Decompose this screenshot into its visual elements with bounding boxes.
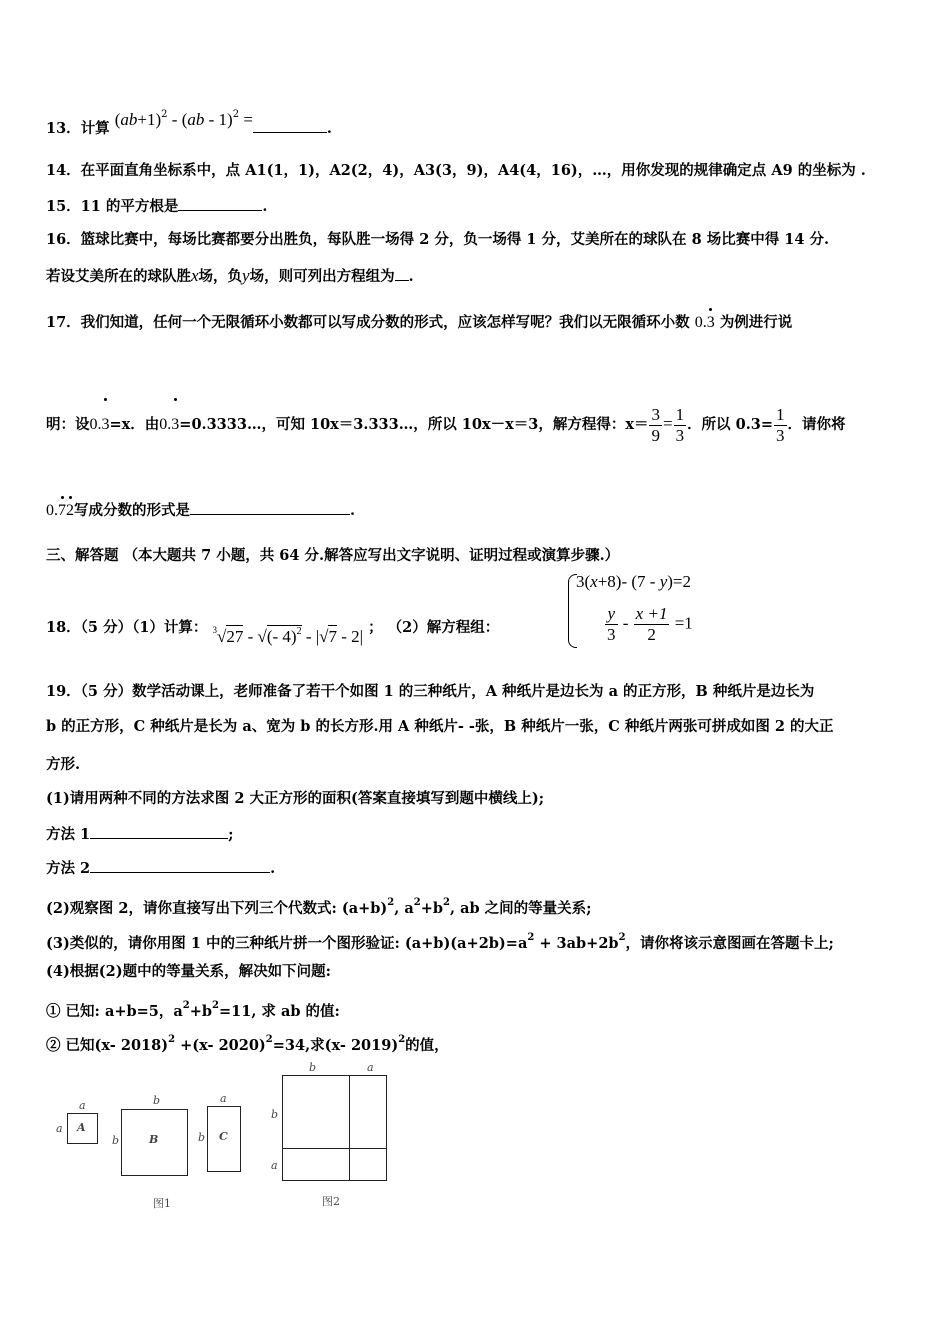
question-17-line3: 0.72写成分数的形式是 . [46, 502, 356, 519]
q19-part1: (1)请用两种不同的方法求图 2 大正方形的面积(答案直接填写到题中横线上); [46, 790, 545, 807]
question-14: 14．在平面直角坐标系中，点 A1(1，1)，A2(2，4)，A3(3，9)，A4(4，16)，…，用你发现的规律确定点 A9 的坐标为 . [46, 162, 866, 179]
q19-method1: 方法 1 ; [46, 826, 234, 843]
question-13: 13．计算 $(ab+1)^2 - (ab - 1)^2$ = . [46, 109, 332, 137]
answer-blank [190, 500, 350, 515]
question-16-line1: 16．篮球比赛中，每场比赛都要分出胜负，每队胜一场得 2 分，负一场得 1 分，艾美所在的球队在 8 场比赛中得 14 分. [46, 231, 830, 248]
question-15: 15．11 的平方根是 . [46, 198, 268, 215]
q13-expression: $(ab+1)^2 - (ab - 1)^2$ = [114, 109, 253, 129]
question-17-line1: 17．我们知道，任何一个无限循环小数都可以写成分数的形式，应该怎样写呢？我们以无限循环小数 0.3 为例进行说 [46, 314, 793, 331]
answer-blank [253, 118, 327, 133]
question-18: 18．（5 分）（1）计算： $^3$√27 - √(- 4)$^2$ - |√7 - 2| ； （2）解方程组： [46, 619, 500, 646]
question-19-line2: b 的正方形，C 种纸片是长为 a、宽为 b 的长方形.用 A 种纸片- -张，B 种纸片一张，C 种纸片两张可拼成如图 2 的大正 [46, 718, 834, 735]
question-19-line3: 方形. [46, 756, 81, 773]
figure-2-caption: 图2 [322, 1195, 340, 1208]
question-17-line2: 明：设0.3=x．由0.3=0.3333…，可知 10x＝3.333…，所以 10x－x＝3，解方程得：x＝ $\frac{3}{9}$ = $\frac{1}{3}$ ．所以 0.3= $\frac{1}{3}$ ．请你将 [46, 402, 846, 447]
answer-blank [178, 196, 262, 211]
fraction: $\frac{1}{3}$ [675, 404, 685, 445]
question-16-line2: 若设艾美所在的球队胜x场，负y场，则可列出方程组为 . [46, 266, 414, 285]
system-equation-1: 3(x+8)- (7 - y)=2 [576, 572, 691, 591]
system-equation-2: $\frac{y}{3}$ - $\frac{x +1}{2}$ =1 [607, 604, 693, 644]
answer-blank [90, 858, 270, 873]
q19-part3: (3)类似的，请你用图 1 中的三种纸片拼一个图形验证: $(a+b)(a+2b)=a^2 + 3ab+2b^2$，请你将该示意图画在答题卡上; [46, 932, 834, 952]
fraction: $\frac{1}{3}$ [776, 404, 785, 445]
figure-1-caption: 图1 [153, 1197, 171, 1210]
question-19-line1: 19．（5 分）数学活动课上，老师准备了若干个如图 1 的三种纸片，A 种纸片是边长为 a 的正方形，B 种纸片是边长为 [46, 683, 815, 700]
q19-method2: 方法 2 . [46, 860, 276, 877]
big-square [282, 1075, 387, 1181]
q19-part4: (4)根据(2)题中的等量关系，解决如下问题: [46, 963, 331, 980]
section-3-heading: 三、解答题 （本大题共 7 小题，共 64 分.解答应写出文字说明、证明过程或演算步骤.） [46, 547, 620, 564]
fraction: $\frac{3}{9}$ [651, 404, 660, 445]
q19-sub1: ① 已知: a+b=5，$a^2+b^2=11$, 求 ab 的值: [46, 1000, 340, 1020]
q19-sub2: ② 已知(x- 2018)$^2$ +(x- 2020)$^2$=34,求(x- 2019)$^2$的值， [46, 1034, 449, 1054]
q18-expression: $^3$√27 - √(- 4)$^2$ - |√7 - 2| [212, 625, 364, 646]
q19-part2: (2)观察图 2，请你直接写出下列三个代数式: $(a+b)^2$, $a^2+b^2$, ab 之间的等量关系; [46, 897, 592, 917]
answer-blank [90, 824, 228, 839]
